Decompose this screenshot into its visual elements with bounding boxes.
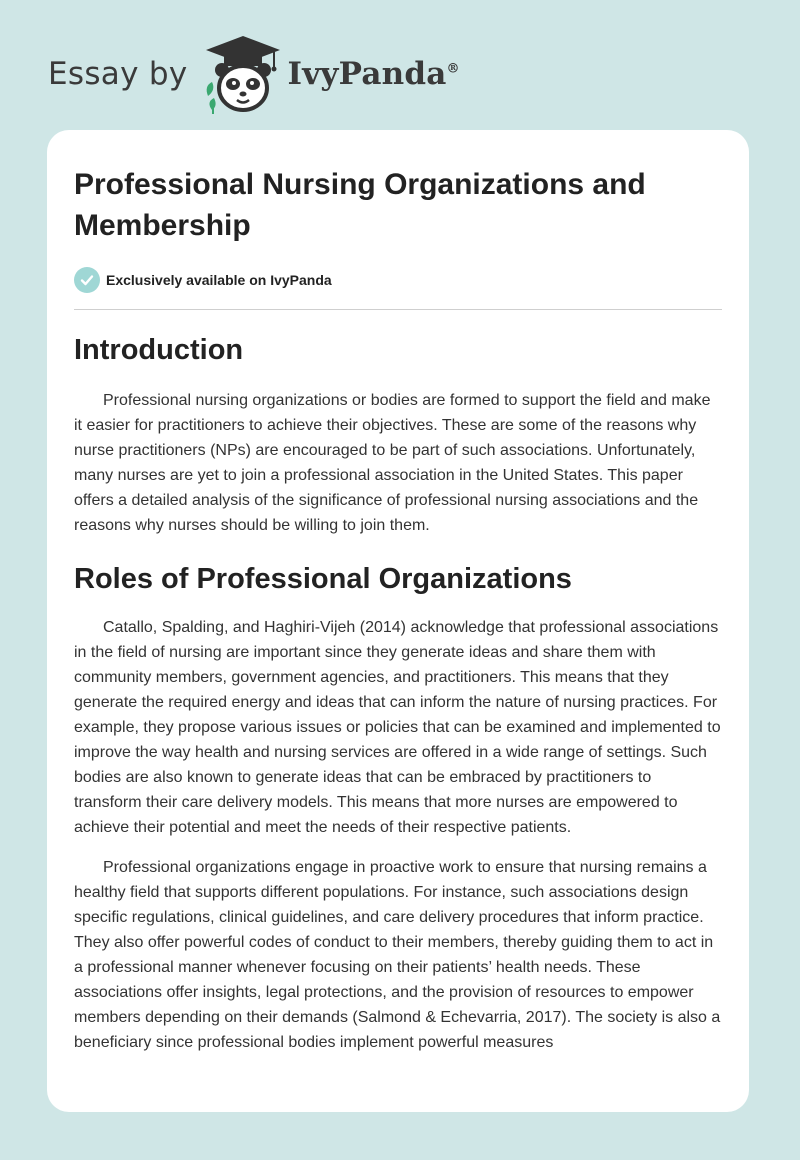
paragraph: Professional nursing organizations or bodies are formed to support the field and make it easier for practitioners to achieve their objectives. These are some of the reasons why nurse practitioners (NPs) are encouraged to be part of such associations. Unfortunately, many nurses are yet to join a professional association in the United States. This paper offers a detailed analysis of the significance of professional nursing associations and the reasons why nurses should be willing to join them. [74,392,711,534]
divider [74,309,722,310]
exclusive-badge [74,267,722,293]
badge-label: Exclusively available on IvyPanda [106,272,332,288]
check-icon [74,267,100,293]
section-heading-introduction: Introduction [74,334,244,366]
brand-header [48,34,468,114]
article-card [47,130,749,1112]
brand-name: IvyPanda® [287,56,460,92]
brand-prefix: Essay by [48,56,188,92]
panda-logo-icon [202,34,284,114]
paragraph: Professional organizations engage in proactive work to ensure that nursing remains a healthy field that supports different populations. For instance, such associations design specific regulations, clinical guidelines, and care delivery procedures that inform practice. They also offer powerful codes of conduct to their members, thereby guiding them to act in a professional manner whenever focusing on their patients’ health needs. These associations offer insights, legal protections, and the provision of resources to empower members depending on their demands (Salmond & Echevarria, 2017). The society is also a beneficiary since professional bodies implement powerful measures [74,859,721,1051]
paragraph: Catallo, Spalding, and Haghiri-Vijeh (2014) acknowledge that professional associations in the field of nursing are important since they generate ideas and share them with community members, government agencies, and practitioners. This means that they generate the required energy and ideas that can inform the nature of nursing practices. For example, they propose various issues or policies that can be examined and implemented to improve the way health and nursing services are offered in a wide range of settings. Such bodies are also known to generate ideas that can be embraced by practitioners to transform their care delivery models. This means that more nurses are empowered to achieve their potential and meet the needs of their respective patients. [74,619,721,836]
page-title: Professional Nursing Organizations and Membership [74,168,646,242]
section-heading-roles: Roles of Professional Organizations [74,563,572,595]
